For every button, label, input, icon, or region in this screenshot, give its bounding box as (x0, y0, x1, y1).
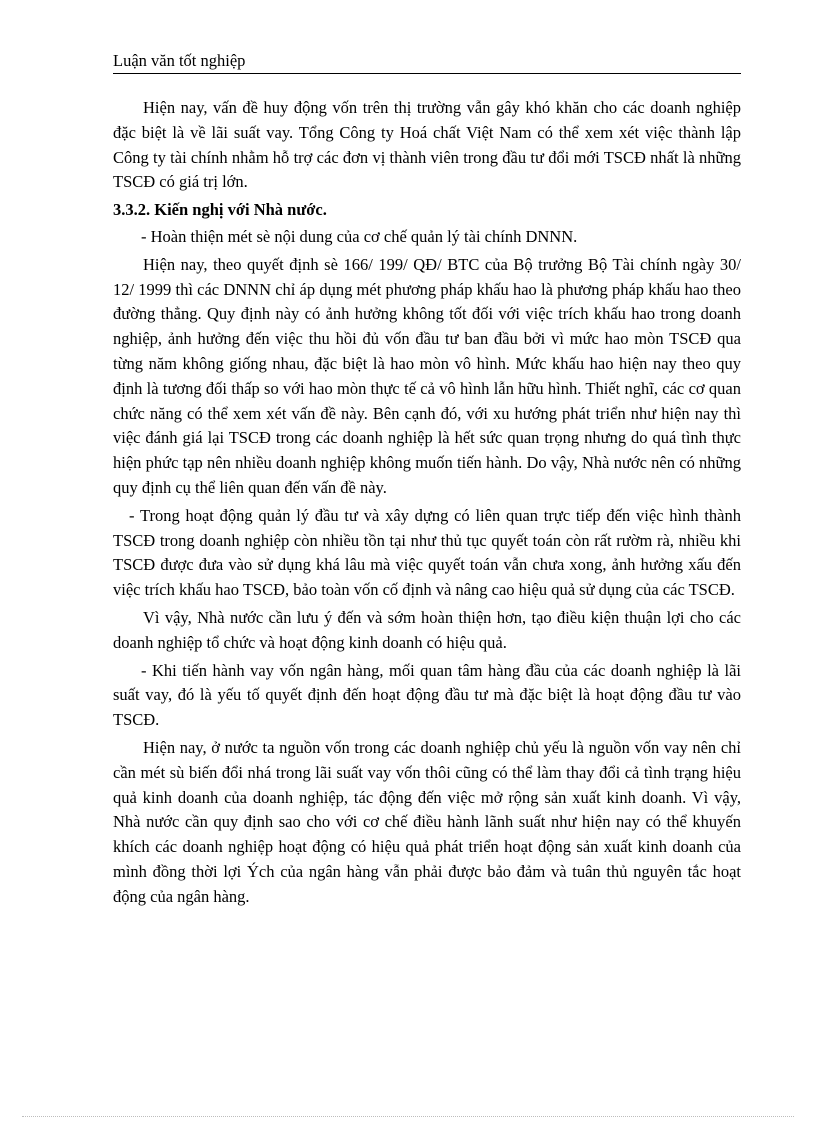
section-heading: 3.3.2. Kiến nghị với Nhà nước. (113, 200, 327, 220)
page-header (113, 50, 741, 74)
paragraph-5: Vì vậy, Nhà nước cần lưu ý đến và sớm hoàn thiện hơn, tạo điều kiện thuận lợi cho các doanh nghiệp tổ chức và hoạt động kinh doanh có hiệu quả. (113, 607, 741, 652)
paragraph-3: Hiện nay, theo quyết định sè 166/ 199/ QĐ/ BTC của Bộ trưởng Bộ Tài chính ngày 30/ 12/ 1999 thì các DNNN chỉ áp dụng mét phương pháp khấu hao là phương pháp khấu hao theo đường thẳng. Quy định này có ảnh hưởng không tốt đối với việc trích khấu hao trong doanh nghiệp, ảnh hưởng đến việc thu hồi đủ vốn đầu tư ban đầu bởi vì mức hao mòn TSCĐ qua từng năm không giống nhau, đặc biệt là hao mòn vô hình. Mức khấu hao hiện nay theo quy định là tương đối thấp so với hao mòn thực tế cả vô hình lẫn hữu hình. Thiết nghĩ, các cơ quan chức năng có thể xem xét vấn đề này. Bên cạnh đó, với xu hướng phát triển như hiện nay thì việc đánh giá lại TSCĐ trong các doanh nghiệp là hết sức quan trọng nhưng do quá tình thực hiện phức tạp nên nhiều doanh nghiệp không muốn tiến hành. Do vậy, Nhà nước nên có những quy định cụ thể liên quan đến vấn đề này. (113, 254, 741, 497)
paragraph-1: Hiện nay, vấn đề huy động vốn trên thị trường vẫn gây khó khăn cho các doanh nghiệp đặc biệt là về lãi suất vay. Tổng Công ty Hoá chất Việt Nam có thể xem xét việc thành lập Công ty tài chính nhằm hỗ trợ các đơn vị thành viên trong đầu tư đổi mới TSCĐ nhất là những TSCĐ có giá trị lớn. (113, 98, 741, 192)
paragraph-2: - Hoàn thiện mét sè nội dung của cơ chế quản lý tài chính DNNN. (141, 226, 578, 246)
header-title: Luận văn tốt nghiệp (113, 51, 246, 70)
document-body (113, 96, 741, 913)
page-bottom-divider (22, 1116, 794, 1117)
paragraph-7: Hiện nay, ở nước ta nguồn vốn trong các doanh nghiệp chủ yếu là nguồn vốn vay nên chỉ cần mét sù biến đổi nhá trong lãi suất vay vốn thôi cũng có thể làm thay đổi cả tình trạng hiệu quả kinh doanh của doanh nghiệp, tác động đến việc mở rộng sản xuất kinh doanh. Vì vậy, Nhà nước cần quy định sao cho với cơ chế điều hành lãnh suất như hiện nay có thể khuyến khích các doanh nghiệp hoạt động có hiệu quả phát triển hoạt động sản xuất kinh doanh của mình đồng thời lợi Ých của ngân hàng vẫn phải được bảo đảm và tuân thủ nguyên tắc hoạt động của ngân hàng. (113, 737, 741, 906)
paragraph-6: - Khi tiến hành vay vốn ngân hàng, mối quan tâm hàng đầu của các doanh nghiệp là lãi suất vay, đó là yếu tố quyết định đến hoạt động đầu tư mà đặc biệt là hoạt động đầu tư vào TSCĐ. (113, 660, 741, 730)
paragraph-4: - Trong hoạt động quản lý đầu tư và xây dựng có liên quan trực tiếp đến việc hình thành TSCĐ trong doanh nghiệp còn nhiều tồn tại như thủ tục quyết toán còn rất rườm rà, nhiều khi TSCĐ được đưa vào sử dụng khá lâu mà việc quyết toán vẫn chưa xong, ảnh hưởng xấu đến việc trích khấu hao TSCĐ, bảo toàn vốn cố định và nâng cao hiệu quả sử dụng của các TSCĐ. (113, 505, 741, 600)
